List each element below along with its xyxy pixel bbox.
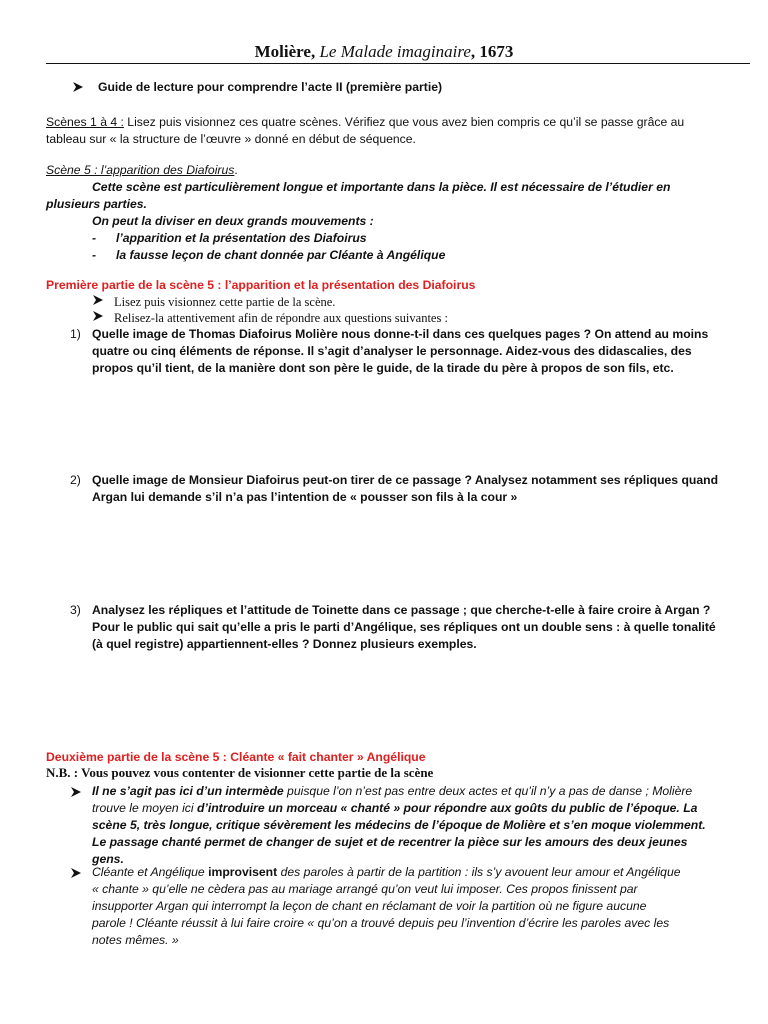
scene-5-dash-item: - l’apparition et la présentation des Diafoirus — [92, 231, 367, 245]
part1-bullet: Relisez-la attentivement afin de répondre aux questions suivantes : — [92, 310, 448, 326]
scene-5-paragraph — [46, 162, 746, 264]
question-number: 3) — [70, 603, 81, 617]
part1-title: Première partie de la scène 5 : l’apparition et la présentation des Diafoirus — [46, 278, 476, 292]
guide-title: Guide de lecture pour comprendre l’acte II (première partie) — [98, 80, 443, 94]
header-play-title: Le Malade imaginaire — [319, 42, 471, 61]
arrowhead-bullet-icon — [70, 783, 92, 868]
header-author: Molière, — [254, 42, 316, 61]
scene-5-text: On peut la diviser en deux grands mouvements : — [92, 214, 374, 228]
arrowhead-bullet-icon — [72, 80, 98, 98]
part1-bullet: Lisez puis visionnez cette partie de la scène. — [92, 294, 335, 310]
scenes-1-4-line: tableau sur « la structure de l’œuvre » donné en début de séquence. — [46, 132, 416, 146]
part2-title: Deuxième partie de la scène 5 : Cléante « fait chanter » Angélique — [46, 750, 426, 764]
arrowhead-bullet-icon — [70, 864, 92, 949]
header-year: , 1673 — [470, 42, 514, 61]
scene-5-text: plusieurs parties. — [46, 197, 147, 211]
part2-nb: N.B. : Vous pouvez vous contenter de visionner cette partie de la scène — [46, 765, 434, 780]
guide-title-row — [72, 80, 442, 98]
scene-5-label: Scène 5 : l’apparition des Diafoirus — [46, 163, 235, 177]
scenes-1-4-label: Scènes 1 à 4 : — [46, 115, 124, 129]
question-1: 1) Quelle image de Thomas Diafoirus Molière nous donne-t-il dans ces quelques pages ? On attend au moins quatre ou cinq éléments de réponse. Il s’agit d’analyser le personnage. Aidez-vous des didascalies, des propos qu’il tient, de la manière dont son père le guide, de la tirade du père à propos de son fils, etc. — [70, 327, 709, 375]
document-header — [0, 42, 768, 62]
scenes-1-4-line: Lisez puis visionnez ces quatre scènes. Vérifiez que vous avez bien compris ce qu’il se passe grâce au — [123, 115, 685, 129]
question-3: 3) Analysez les répliques et l’attitude de Toinette dans ce passage ; que cherche-t-elle à faire croire à Argan ? Pour le public qui sait qu’elle a pris le parti d’Angélique, ses répliques ont un double sens : à quelle tonalité (à quel registre) appartiennent-elles ? Donnez plusieurs exemples. — [70, 603, 716, 651]
arrowhead-bullet-icon — [92, 294, 114, 310]
question-number: 2) — [70, 473, 81, 487]
part2-bullet-1: Il ne s’agit pas ici d’un intermède puisque l’on n’est pas entre deux actes et qu’il n’y a pas de danse ; Molière trouve le moyen ici d’introduire un morceau « chanté » pour répondre aux goûts du public de l’époque. La scène 5, très longue, critique sévèrement les médecins de l’époque de Molière et s’en moque violemment. Le passage chanté permet de changer de sujet et de recentrer la pièce sur les amours des deux jeunes gens. — [70, 783, 706, 868]
arrowhead-bullet-icon — [92, 310, 114, 326]
scene-5-dash-item: - la fausse leçon de chant donnée par Cléante à Angélique — [92, 248, 446, 262]
scene-5-text: Cette scène est particulièrement longue et importante dans la pièce. Il est nécessaire de l’étudier en — [92, 180, 671, 194]
header-rule — [46, 63, 750, 64]
question-number: 1) — [70, 327, 81, 341]
scenes-1-4-paragraph — [46, 114, 746, 148]
part2-bullet-2: Cléante et Angélique improvisent des paroles à partir de la partition : ils s’y avouent leur amour et Angélique « chante » qu’elle ne cèdera pas au mariage arrangé qu’on veut lui imposer. Ces propos finissent par insupporter Argan qui interrompt la leçon de chant en réclamant de voir la partition où ne figure aucune parole ! Cléante réussit à lui faire croire « qu’on a trouvé depuis peu l’invention d’écrire les paroles avec les notes mêmes. » — [70, 864, 681, 949]
question-2: 2) Quelle image de Monsieur Diafoirus peut-on tirer de ce passage ? Analysez notamment ses répliques quand Argan lui demande s’il n’a pas l’intention de « pousser son fils à la cour » — [70, 473, 719, 504]
scene-5-label-end: . — [234, 163, 238, 177]
